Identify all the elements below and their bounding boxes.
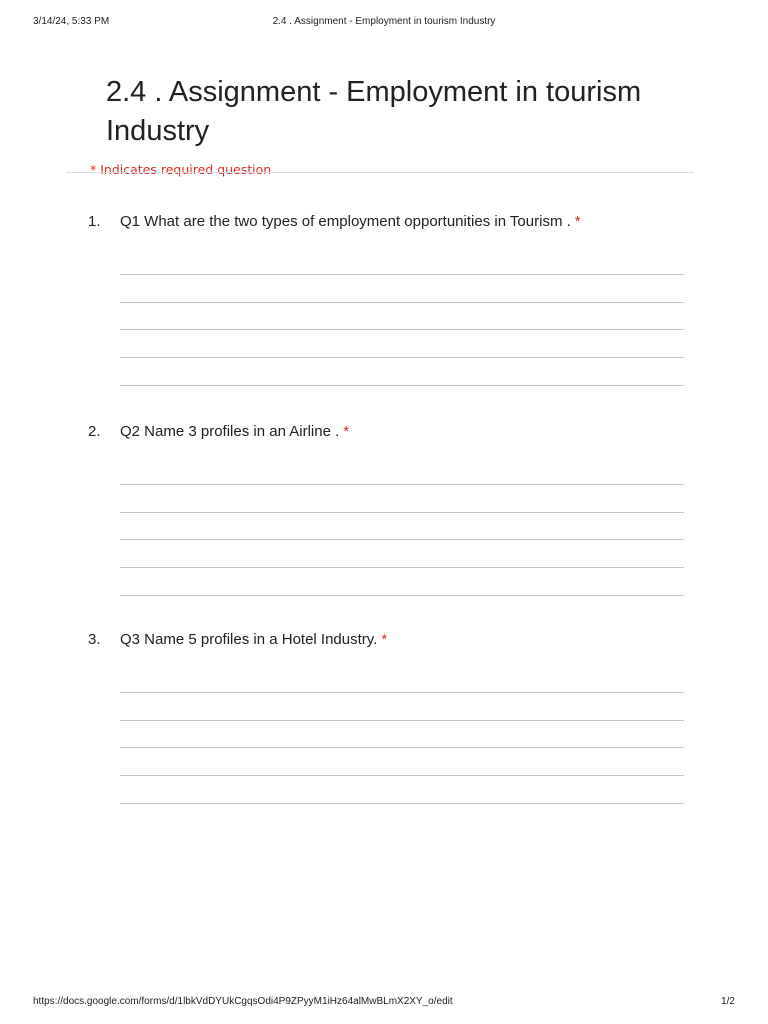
required-question-note: * Indicates required question	[90, 162, 272, 177]
answer-line	[120, 776, 684, 804]
answer-line	[120, 330, 684, 358]
answer-line	[120, 303, 684, 331]
answer-line	[120, 693, 684, 721]
question-text	[120, 423, 349, 441]
question-number: 2.	[88, 423, 101, 440]
answer-line	[120, 358, 684, 386]
required-asterisk: *	[343, 423, 350, 440]
page-number: 1/2	[721, 996, 735, 1007]
question-number: 3.	[88, 631, 101, 648]
title-divider	[66, 172, 694, 173]
answer-line	[120, 275, 684, 303]
page-url: https://docs.google.com/forms/d/1lbkVdDYUkCgqsOdi4P9ZPyyM1iHz64alMwBLmX2XY_o/edit	[33, 996, 453, 1007]
answer-area[interactable]	[120, 692, 684, 804]
print-date: 3/14/24, 5:33 PM	[33, 16, 110, 27]
answer-area[interactable]	[120, 274, 684, 386]
answer-line	[120, 748, 684, 776]
answer-area[interactable]	[120, 484, 684, 596]
required-asterisk: *	[574, 213, 581, 230]
question-label: Q1 What are the two types of employment opportunities in Tourism .	[120, 213, 571, 230]
print-footer	[33, 996, 735, 1010]
question-label: Q3 Name 5 profiles in a Hotel Industry.	[120, 631, 378, 648]
answer-line	[120, 540, 684, 568]
question-number: 1.	[88, 213, 101, 230]
required-asterisk: *	[381, 631, 388, 648]
print-header	[33, 16, 735, 30]
answer-line	[120, 513, 684, 541]
answer-line	[120, 721, 684, 749]
answer-line	[120, 568, 684, 596]
form-title: 2.4 . Assignment - Employment in tourism Industry	[106, 76, 642, 147]
question-label: Q2 Name 3 profiles in an Airline .	[120, 423, 340, 440]
question-text	[120, 213, 581, 231]
print-page-title: 2.4 . Assignment - Employment in tourism Industry	[272, 16, 496, 27]
question-text	[120, 631, 387, 649]
answer-line	[120, 485, 684, 513]
